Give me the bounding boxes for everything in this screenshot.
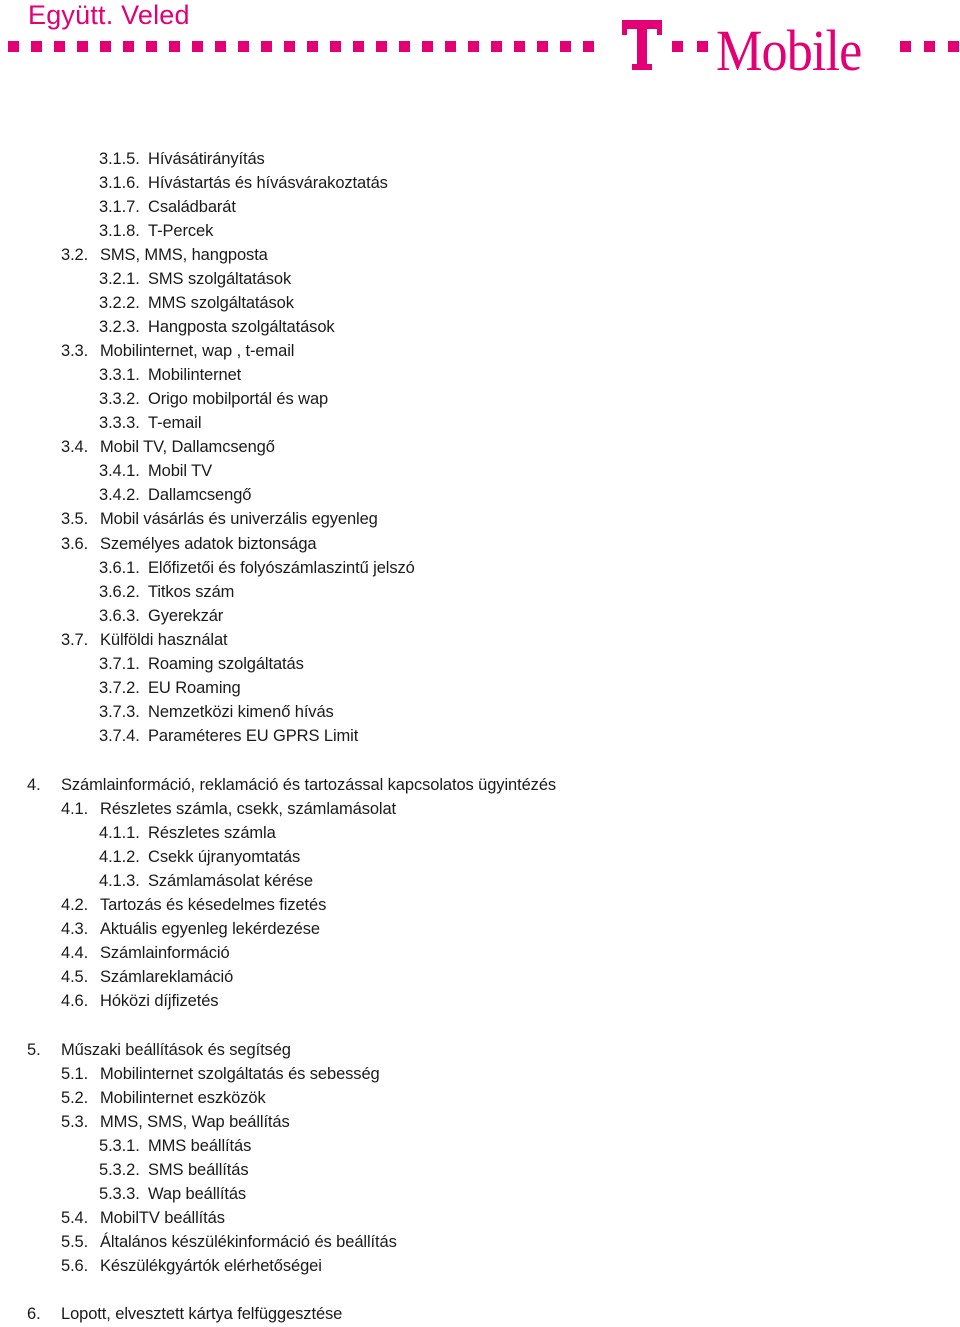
- toc-number: 6.: [27, 1305, 41, 1323]
- brand-dot: [284, 41, 295, 52]
- toc-number: 3.4.2.: [99, 486, 140, 504]
- toc-number: 3.4.: [61, 438, 89, 456]
- toc-label: Hívástartás és hívásvárakoztatás: [148, 174, 388, 192]
- toc-number: 3.2.1.: [99, 270, 140, 288]
- toc-number: 5.1.: [61, 1065, 89, 1083]
- toc-label: Személyes adatok biztonsága: [100, 535, 317, 553]
- toc-label: MMS szolgáltatások: [148, 294, 294, 312]
- toc-label: MobilTV beállítás: [100, 1209, 225, 1227]
- t-mobile-logo: [622, 18, 960, 83]
- toc-label: Roaming szolgáltatás: [148, 655, 304, 673]
- toc-number: 5.3.3.: [99, 1185, 140, 1203]
- toc-number: 5.6.: [61, 1257, 89, 1275]
- toc-label: Általános készülékinformáció és beállítás: [100, 1233, 397, 1251]
- toc-label: Mobil TV: [148, 462, 212, 480]
- toc-label: EU Roaming: [148, 679, 241, 697]
- toc-number: 3.6.2.: [99, 583, 140, 601]
- toc-number: 5.5.: [61, 1233, 89, 1251]
- logo-wordmark: Mobile: [716, 18, 862, 83]
- toc-label: Tartozás és késedelmes fizetés: [100, 896, 327, 914]
- brand-dot: [422, 41, 433, 52]
- toc-label: Előfizetői és folyószámlaszintű jelszó: [148, 559, 415, 577]
- toc-number: 5.3.1.: [99, 1137, 140, 1155]
- toc-number: 4.2.: [61, 896, 89, 914]
- toc-label: Műszaki beállítások és segítség: [61, 1041, 291, 1059]
- toc-number: 4.1.3.: [99, 872, 140, 890]
- toc-label: Készülékgyártók elérhetőségei: [100, 1257, 322, 1275]
- toc-number: 3.1.5.: [99, 150, 140, 168]
- toc-number: 3.2.: [61, 246, 89, 264]
- toc-label: Csekk újranyomtatás: [148, 848, 301, 866]
- brand-dot: [583, 41, 594, 52]
- toc-number: 3.6.1.: [99, 559, 140, 577]
- brand-dot: [54, 41, 65, 52]
- brand-dot: [261, 41, 272, 52]
- toc-label: Részletes számla, csekk, számlamásolat: [100, 800, 397, 818]
- toc-number: 3.2.2.: [99, 294, 140, 312]
- toc-number: 3.3.2.: [99, 390, 140, 408]
- toc-number: 3.2.3.: [99, 318, 140, 336]
- toc-label: SMS szolgáltatások: [148, 270, 292, 288]
- toc-label: Hangposta szolgáltatások: [148, 318, 335, 336]
- toc-label: T-email: [148, 414, 202, 432]
- brand-dot: [215, 41, 226, 52]
- brand-dot: [514, 41, 525, 52]
- toc-number: 3.6.: [61, 535, 89, 553]
- toc-label: Titkos szám: [148, 583, 235, 601]
- toc-label: Számlainformáció, reklamáció és tartozással kapcsolatos ügyintézés: [61, 776, 557, 794]
- toc-label: Hívásátirányítás: [148, 150, 265, 168]
- t-logo-icon: [622, 20, 662, 70]
- page-header: [0, 0, 960, 90]
- brand-dot: [491, 41, 502, 52]
- brand-dot: [77, 41, 88, 52]
- toc-label: Mobilinternet, wap , t-email: [100, 342, 295, 360]
- toc-number: 4.1.1.: [99, 824, 140, 842]
- toc-label: Számlainformáció: [100, 944, 230, 962]
- brand-dot: [100, 41, 111, 52]
- brand-dot: [146, 41, 157, 52]
- toc-label: SMS, MMS, hangposta: [100, 246, 268, 264]
- toc-number: 3.4.1.: [99, 462, 140, 480]
- toc-number: 3.7.3.: [99, 703, 140, 721]
- toc-label: MMS beállítás: [148, 1137, 252, 1155]
- toc-number: 4.5.: [61, 968, 89, 986]
- toc-number: 3.3.: [61, 342, 89, 360]
- toc-label: Családbarát: [148, 198, 236, 216]
- toc-number: 3.7.4.: [99, 727, 140, 745]
- toc-number: 5.: [27, 1041, 41, 1059]
- brand-dot: [31, 41, 42, 52]
- toc-number: 4.1.: [61, 800, 89, 818]
- toc-label: Mobilinternet: [148, 366, 242, 384]
- brand-dot: [353, 41, 364, 52]
- toc-label: Hóközi díjfizetés: [100, 992, 219, 1010]
- toc-number: 4.3.: [61, 920, 89, 938]
- toc-label: Aktuális egyenleg lekérdezése: [100, 920, 320, 938]
- brand-dot: [123, 41, 134, 52]
- brand-dot: [537, 41, 548, 52]
- toc-label: Gyerekzár: [148, 607, 224, 625]
- brand-dot: [192, 41, 203, 52]
- toc-label: Paraméteres EU GPRS Limit: [148, 727, 359, 745]
- toc-number: 3.7.1.: [99, 655, 140, 673]
- toc-number: 3.1.7.: [99, 198, 140, 216]
- brand-dot: [8, 41, 19, 52]
- toc-label: Origo mobilportál és wap: [148, 390, 329, 408]
- toc-number: 5.2.: [61, 1089, 89, 1107]
- toc-number: 3.7.: [61, 631, 89, 649]
- toc-number: 4.: [27, 776, 41, 794]
- toc-number: 5.3.: [61, 1113, 89, 1131]
- toc-number: 5.4.: [61, 1209, 89, 1227]
- toc-number: 4.1.2.: [99, 848, 140, 866]
- brand-dot: [330, 41, 341, 52]
- toc-number: 3.3.3.: [99, 414, 140, 432]
- toc-label: Dallamcsengő: [148, 486, 252, 504]
- brand-dot: [399, 41, 410, 52]
- toc-label: SMS beállítás: [148, 1161, 249, 1179]
- toc-label: Külföldi használat: [100, 631, 228, 649]
- toc-number: 5.3.2.: [99, 1161, 140, 1179]
- toc-number: 4.4.: [61, 944, 89, 962]
- toc-label: Számlareklamáció: [100, 968, 234, 986]
- brand-dot: [445, 41, 456, 52]
- toc-number: 3.6.3.: [99, 607, 140, 625]
- brand-dot: [560, 41, 571, 52]
- slogan: Együtt. Veled: [28, 0, 190, 30]
- brand-dot: [307, 41, 318, 52]
- brand-dot: [238, 41, 249, 52]
- toc-number: 3.5.: [61, 510, 89, 528]
- toc-label: Mobilinternet eszközök: [100, 1089, 266, 1107]
- toc-label: Részletes számla: [148, 824, 276, 842]
- toc-label: Számlamásolat kérése: [148, 872, 313, 890]
- brand-dot: [169, 41, 180, 52]
- toc-number: 3.3.1.: [99, 366, 140, 384]
- toc-label: Mobilinternet szolgáltatás és sebesség: [100, 1065, 380, 1083]
- toc-label: Mobil vásárlás és univerzális egyenleg: [100, 510, 378, 528]
- toc-number: 3.1.6.: [99, 174, 140, 192]
- toc-number: 3.7.2.: [99, 679, 140, 697]
- toc-number: 3.1.8.: [99, 222, 140, 240]
- toc-number: 4.6.: [61, 992, 89, 1010]
- toc-label: Lopott, elvesztett kártya felfüggesztése: [61, 1305, 343, 1323]
- toc-label: Wap beállítás: [148, 1185, 247, 1203]
- brand-dot: [376, 41, 387, 52]
- toc-label: Nemzetközi kimenő hívás: [148, 703, 334, 721]
- toc-label: Mobil TV, Dallamcsengő: [100, 438, 275, 456]
- toc-label: T-Percek: [148, 222, 214, 240]
- brand-dot: [468, 41, 479, 52]
- toc-label: MMS, SMS, Wap beállítás: [100, 1113, 290, 1131]
